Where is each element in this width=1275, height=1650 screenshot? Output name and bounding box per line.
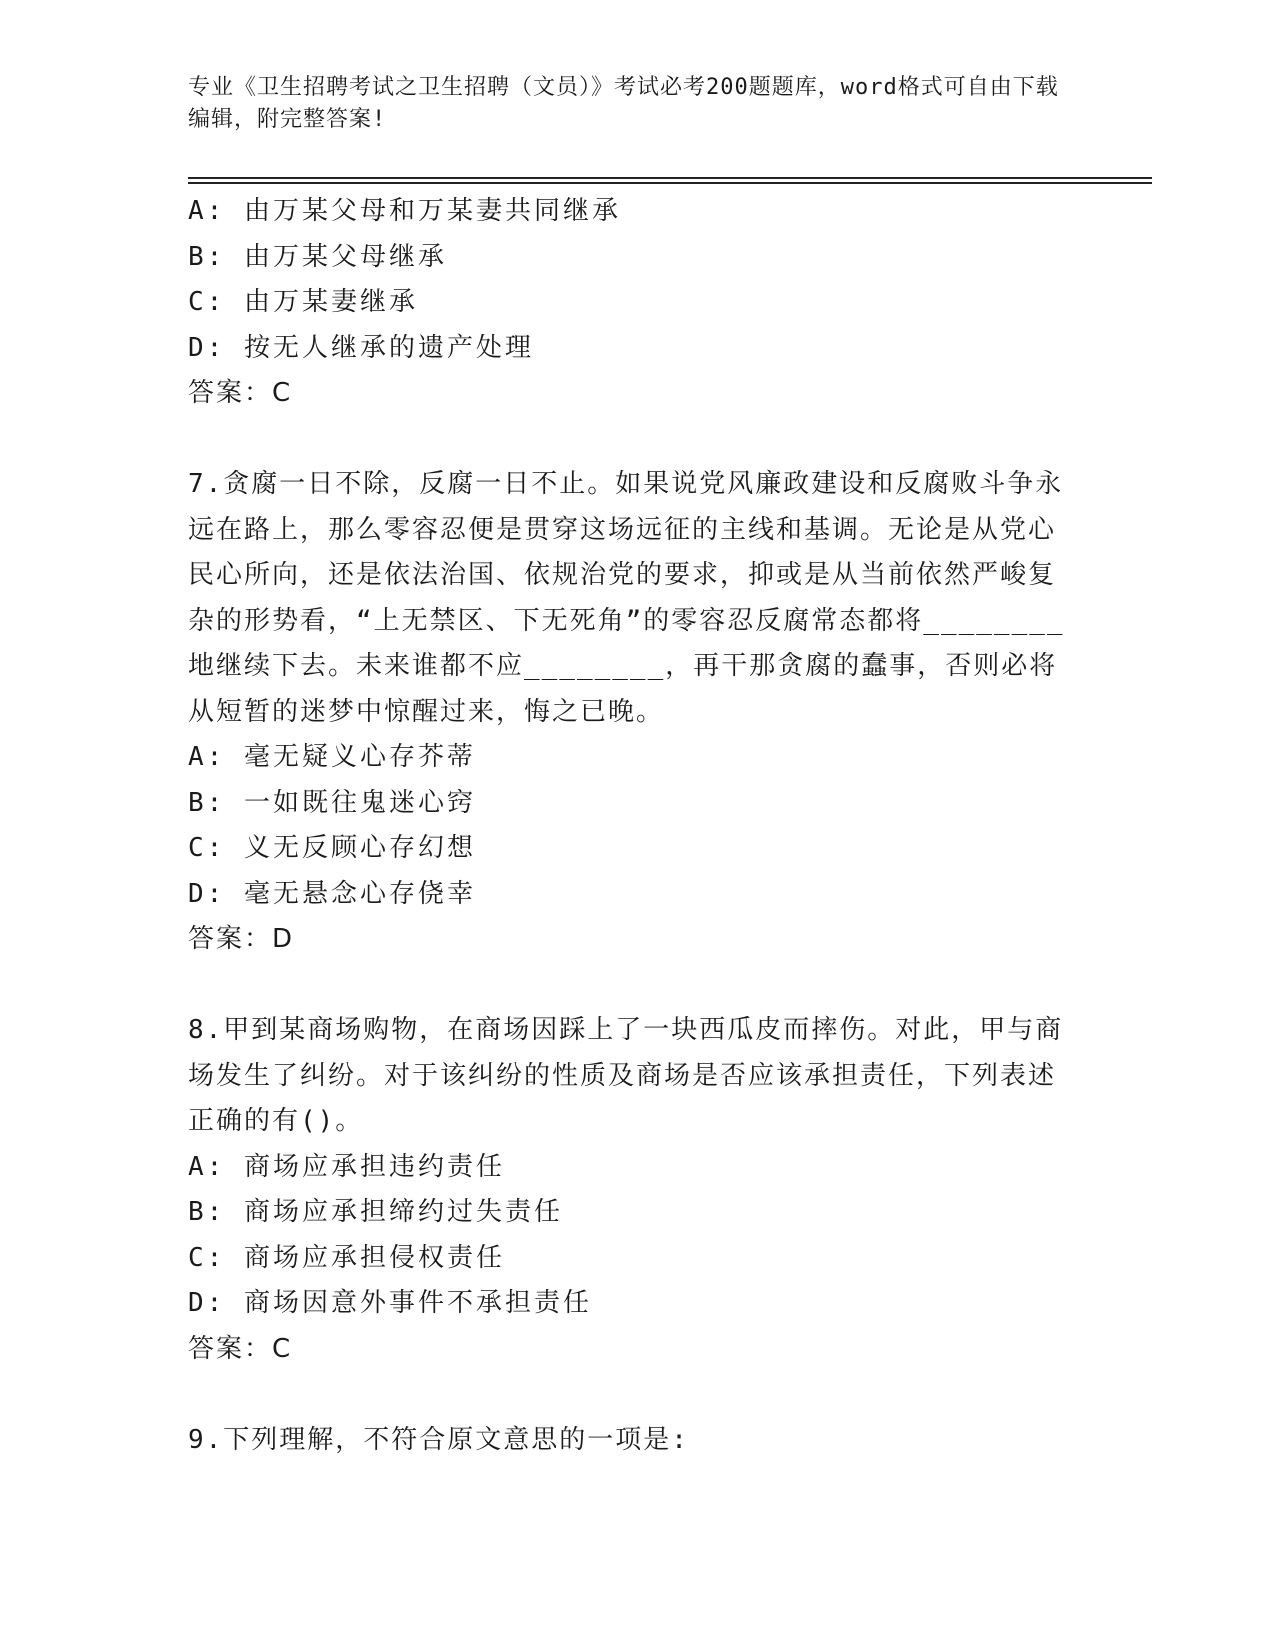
option-b: B: 商场应承担缔约过失责任 (188, 1197, 563, 1227)
option-a: A: 毫无疑义心存芥蒂 (188, 742, 476, 772)
option-b: B: 由万某父母继承 (188, 241, 447, 272)
answer-line: 答案：C (188, 378, 293, 408)
option-c: C: 由万某妻继承 (188, 287, 418, 317)
option-a: A: 商场应承担违约责任 (188, 1151, 505, 1182)
document-body (188, 189, 1068, 1463)
document-header: 专业《卫生招聘考试之卫生招聘（文员）》考试必考200题题库，word格式可自由下载编辑，附完整答案! (188, 75, 1059, 132)
header-rule-bottom (188, 182, 1152, 184)
question-text: 9.下列理解，不符合原文意思的一项是: (188, 1424, 689, 1455)
question-text: 8.甲到某商场购物，在商场因踩上了一块西瓜皮而摔伤。对此，甲与商场发生了纠纷。对于该纠纷的性质及商场是否应该承担责任，下列表述正确的有()。 (188, 1015, 1064, 1136)
answer-line: 答案：C (188, 1333, 293, 1364)
option-b: B: 一如既往鬼迷心窍 (188, 787, 476, 818)
option-d: D: 毫无悬念心存侥幸 (188, 878, 476, 909)
answer-line: 答案：D (188, 924, 295, 954)
question-6-options (188, 189, 1068, 417)
option-c: C: 商场应承担侵权责任 (188, 1242, 505, 1273)
question-8 (188, 1008, 1068, 1372)
option-c: C: 义无反顾心存幻想 (188, 833, 476, 863)
option-a: A: 由万某父母和万某妻共同继承 (188, 196, 621, 226)
question-9 (188, 1418, 1068, 1464)
option-d: D: 按无人继承的遗产处理 (188, 332, 534, 363)
header-rule-top (188, 177, 1152, 179)
question-7 (188, 462, 1068, 963)
option-d: D: 商场因意外事件不承担责任 (188, 1288, 592, 1318)
question-text: 7.贪腐一日不除，反腐一日不止。如果说党风廉政建设和反腐败斗争永远在路上，那么零容忍便是贯穿这场远征的主线和基调。无论是从党心民心所向，还是依法治国、依规治党的要求，抑或是从当前依然严峻复杂的形势看，“上无禁区、下无死角”的零容忍反腐常态都将________地继续下去。未来谁都不应________，再干那贪腐的蠢事，否则必将从短暂的迷梦中惊醒过来，悔之已晚。 (188, 469, 1065, 727)
